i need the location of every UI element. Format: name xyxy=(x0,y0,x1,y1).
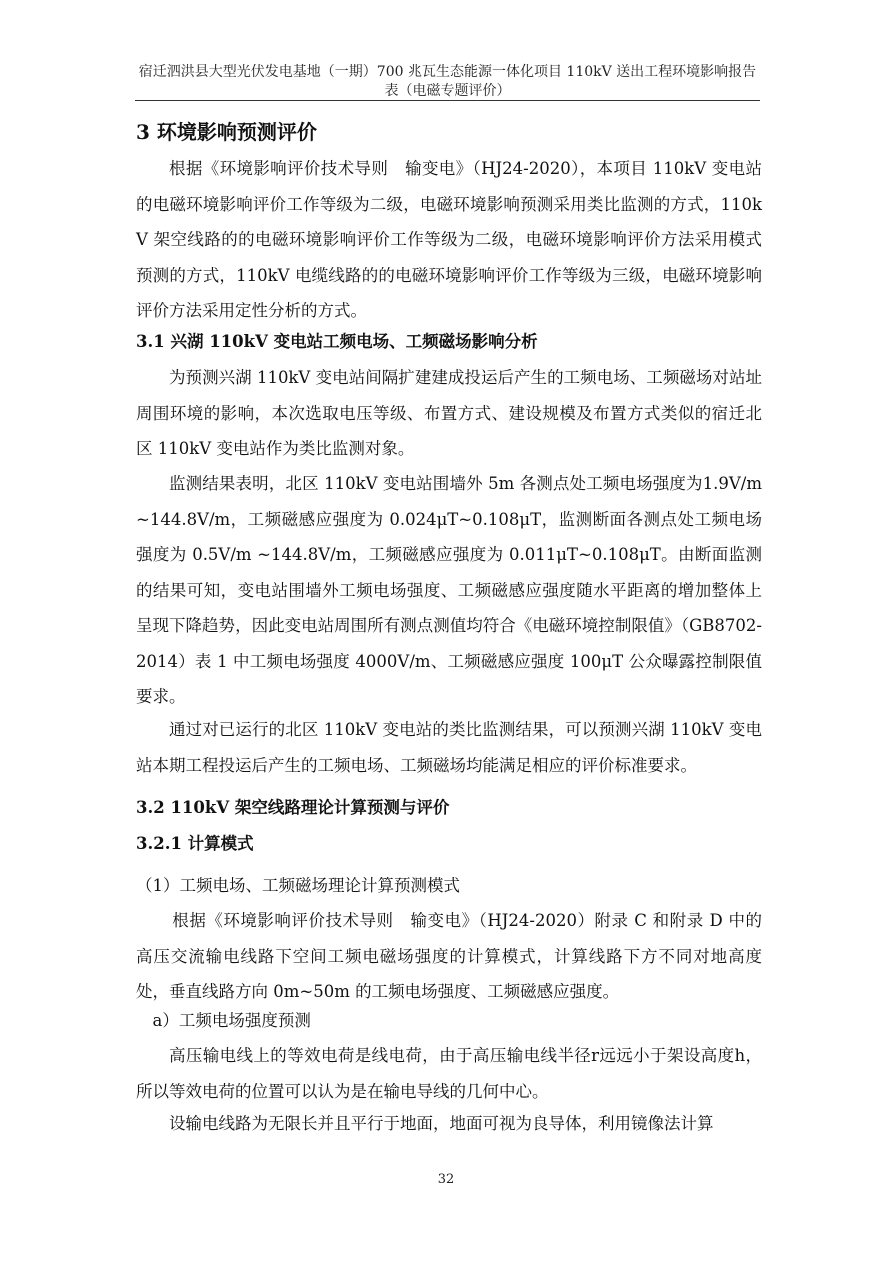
header-divider xyxy=(135,100,760,101)
section-3-2-heading: 3.2 110kV 架空线路理论计算预测与评价 xyxy=(136,798,450,817)
page-header: 宿迁泗洪县大型光伏发电基地（一期）700 兆瓦生态能源一体化项目 110kV 送出工程环境影响报告表（电磁专题评价） xyxy=(138,64,757,99)
section-3-2-paragraph-3: 设输电线路为无限长并且平行于地面，地面可视为良导体，利用镜像法计算 xyxy=(169,1114,714,1133)
section-3-heading: 3 环境影响预测评价 xyxy=(136,120,317,144)
section-3-1-paragraph-3: 通过对已运行的北区 110kV 变电站的类比监测结果，可以预测兴湖 110kV 变电站本期工程投运后产生的工频电场、工频磁场均能满足相应的评价标准要求。 xyxy=(136,720,762,775)
section-3-2-1-heading: 3.2.1 计算模式 xyxy=(136,834,254,853)
section-3-2-paragraph-1: 根据《环境影响评价技术导则 输变电》（HJ24-2020）附录 C 和附录 D 中的高压交流输电线路下空间工频电磁场强度的计算模式，计算线路下方不同对地高度处，垂直线路方向 0m~50m 的工频电场强度、工频磁感应强度。 xyxy=(136,911,762,1001)
list-item-1: （1）工频电场、工频磁场理论计算预测模式 xyxy=(136,876,460,895)
section-3-intro: 根据《环境影响评价技术导则 输变电》（HJ24-2020），本项目 110kV 变电站的电磁环境影响评价工作等级为二级，电磁环境影响预测采用类比监测的方式，110kV 架空线路的的电磁环境影响评价工作等级为二级，电磁环境影响评价方法采用模式预测的方式，110kV 电缆线路的的电磁环境影响评价工作等级为三级，电磁环境影响评价方法采用定性分析的方式。 xyxy=(136,159,762,320)
section-3-1-heading: 3.1 兴湖 110kV 变电站工频电场、工频磁场影响分析 xyxy=(136,332,538,351)
page-number: 32 xyxy=(437,1172,455,1187)
section-3-2-paragraph-2: 高压输电线上的等效电荷是线电荷，由于高压输电线半径r远远小于架设高度h，所以等效电荷的位置可以认为是在输电导线的几何中心。 xyxy=(136,1046,762,1101)
section-3-1-paragraph-1: 为预测兴湖 110kV 变电站间隔扩建建成投运后产生的工频电场、工频磁场对站址周围环境的影响，本次选取电压等级、布置方式、建设规模及布置方式类似的宿迁北区 110kV 变电站作为类比监测对象。 xyxy=(136,368,762,458)
section-3-1-paragraph-2: 监测结果表明，北区 110kV 变电站围墙外 5m 各测点处工频电场强度为1.9V/m~144.8V/m，工频磁感应强度为 0.024μT~0.108μT，监测断面各测点处工频电场强度为 0.5V/m ~144.8V/m，工频磁感应强度为 0.011μT~0.108μT。由断面监测的结果可知，变电站围墙外工频电场强度、工频磁感应强度随水平距离的增加整体上呈现下降趋势，因此变电站周围所有测点测值均符合《电磁环境控制限值》（GB8702-2014）表 1 中工频电场强度 4000V/m、工频磁感应强度 100μT 公众曝露控制限值要求。 xyxy=(136,474,762,706)
list-item-a: a）工频电场强度预测 xyxy=(152,1011,311,1030)
